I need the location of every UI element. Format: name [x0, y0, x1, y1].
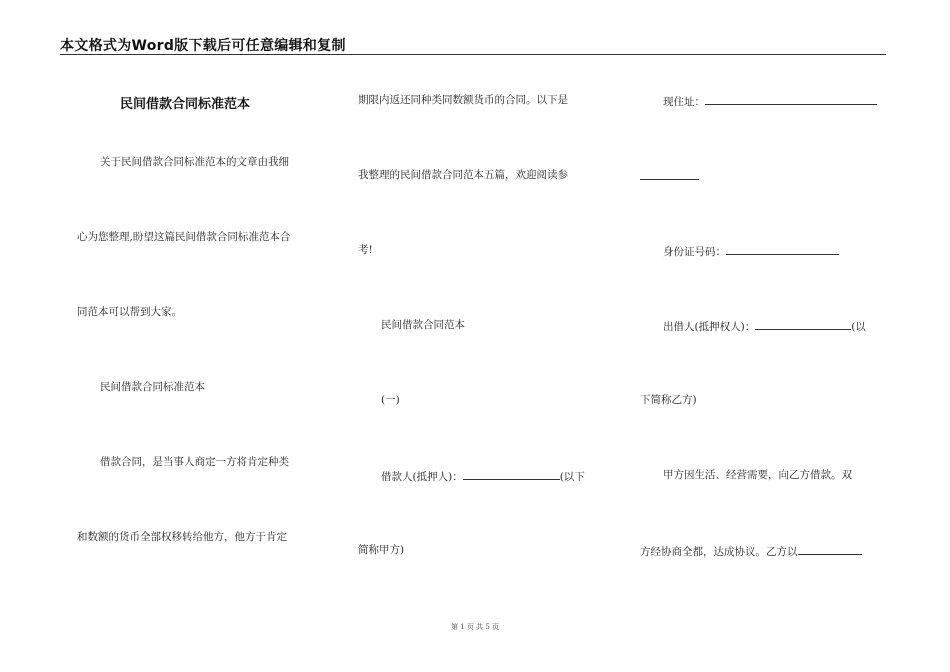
borrower-suffix: (以下 [559, 471, 585, 483]
id-number-blank [726, 243, 839, 255]
address-blank-continued [640, 168, 699, 184]
paragraph-line: 期限内返还同种类同数额货币的合同。以下是 [358, 94, 568, 106]
paragraph-line: 考! [358, 244, 373, 256]
paragraph-line: 心为您整理,盼望这篇民间借款合同标准范本合 [77, 231, 291, 243]
document-header-title: 本文格式为Word版下载后可任意编辑和复制 [60, 38, 346, 54]
header-divider [60, 54, 886, 55]
address-blank [705, 93, 877, 105]
lender-suffix: (以 [851, 321, 866, 333]
paragraph-line: 关于民间借款合同标准范本的文章由我细 [100, 156, 289, 168]
paragraph-line: 借款合同，是当事人商定一方将肯定种类 [100, 456, 289, 468]
id-number-field [663, 243, 839, 259]
loan-terms-field [640, 543, 862, 559]
borrower-field [381, 468, 585, 484]
lender-field [663, 318, 866, 334]
paragraph-line: 我整理的民间借款合同范本五篇，欢迎阅读参 [358, 169, 568, 181]
loan-terms-blank [798, 543, 862, 555]
section-heading: 民间借款合同标准范本 [100, 381, 205, 393]
loan-terms-text: 方经协商全都，达成协议。乙方以 [640, 546, 798, 558]
address-label: 现住址： [663, 96, 705, 108]
address-blank-line2 [640, 168, 699, 180]
address-field [663, 93, 877, 109]
paragraph-line: 和数额的货币全部权移转给他方，他方于肯定 [77, 531, 287, 543]
borrower-label: 借款人(抵押人)： [381, 471, 463, 483]
paragraph-line: 同范本可以帮到大家。 [77, 306, 182, 318]
contract-number: (一) [381, 394, 400, 406]
paragraph-line: 简称甲方) [358, 544, 405, 556]
paragraph-line: 下简称乙方) [640, 394, 697, 406]
document-title: 民间借款合同标准范本 [120, 97, 251, 112]
borrower-blank [463, 468, 560, 480]
lender-blank [755, 318, 851, 330]
lender-label: 出借人(抵押权人)： [663, 321, 756, 333]
contract-heading: 民间借款合同范本 [381, 319, 465, 331]
page-number-footer: 第 1 页 共 5 页 [450, 623, 500, 631]
paragraph-line: 甲方因生活、经营需要，向乙方借款。双 [663, 469, 852, 481]
id-number-label: 身份证号码： [663, 246, 726, 258]
